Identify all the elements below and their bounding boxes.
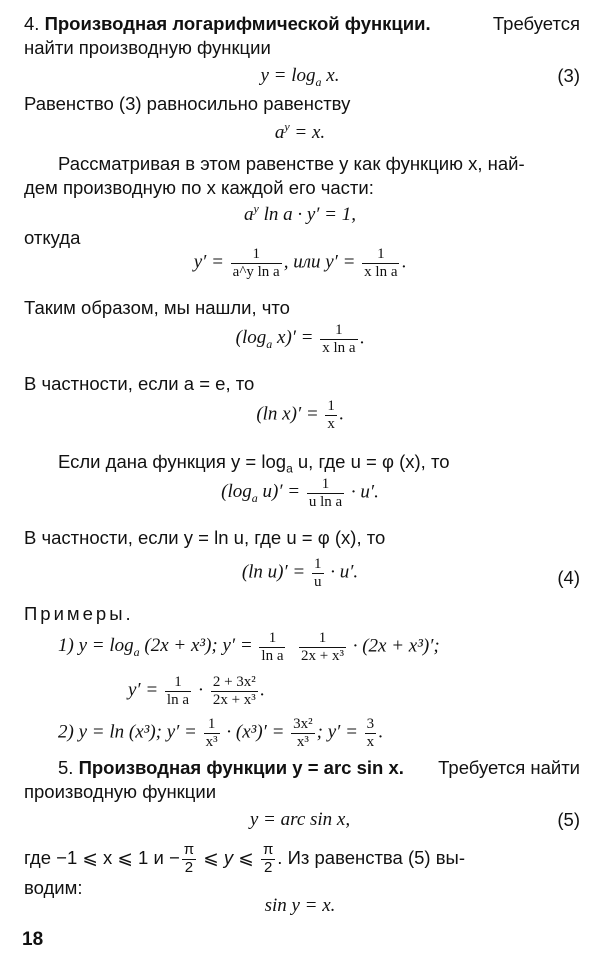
paragraph-thus: Таким образом, мы нашли, что [24, 297, 290, 318]
paragraph-particular-2: В частности, если y = ln u, где u = φ (x), то [24, 527, 386, 548]
paragraph-equivalent: Равенство (3) равносильно равенству [24, 93, 351, 114]
equation-log-u-prime: ($\log_a$ u)′ = $\frac{1}{\text{u ln a}}$ · u′. [221, 476, 379, 510]
section-4-heading: 4. Производная логарифмической функции. Требуется [24, 13, 580, 34]
fraction: $\frac{\pi}{2}$ [262, 841, 274, 876]
fraction: $\frac{\text{3x²}}{\text{x³}}$ [293, 716, 313, 750]
paragraph-whence: откуда [24, 227, 81, 248]
paragraph-derive: водим: [24, 877, 83, 898]
equation-log-prime: ($\log_a$ x)′ = $\frac{1}{\text{x ln a}}$ . [235, 322, 365, 356]
fraction: $\frac{\text{2 + 3x²}}{\text{2x + x³}}$ [212, 674, 256, 708]
fraction: $\frac{1}{\text{ln a}}$ [261, 630, 284, 664]
equation-a-power-y: $a^y = x$. [274, 120, 326, 144]
paragraph-consider-1: Рассматривая в этом равенстве y как функцию x, най- [58, 153, 525, 174]
paragraph-where: где −1 ⩽ x ⩽ 1 и − $\frac{\pi}{2}$ ⩽ y ⩽ $\frac{\pi}{2}$ . Из равенства (5) вы- [24, 841, 466, 876]
equation-5: y = arc sin x, [249, 809, 351, 830]
fraction: $\frac{1}{x}$ [327, 398, 335, 432]
section-5-heading: 5. Производная функции y = arc sin x. Требуется найти [58, 757, 580, 778]
fraction: $\frac{1}{\text{u ln a}}$ [308, 476, 343, 510]
fraction: $\frac{1}{\text{ln a}}$ [166, 674, 189, 708]
examples-heading: Примеры. [24, 603, 134, 624]
fraction: $\frac{1}{u}$ [314, 556, 322, 590]
equation-3: $y = \log_a x$. [260, 65, 340, 89]
equation-y-prime: y′ = $\frac{1}{\text{a\textasciicircum{}y ln a}}$ , или y′ = $\frac{1}{\text{x ln a}}$ . [193, 246, 407, 280]
fraction: $\frac{1}{\text{x ln a}}$ [322, 322, 356, 356]
equation-5-number: (5) [557, 809, 580, 830]
example-1-line-2: y′ = $\frac{1}{\text{ln a}}$ · $\frac{\text{2 + 3x²}}{\text{2x + x³}}$ . [128, 674, 265, 708]
fraction: $\frac{1}{\text{2x + x³}}$ [300, 630, 344, 664]
paragraph-consider-2: дем производную по x каждой его части: [24, 177, 374, 198]
fraction: $\frac{3}{x}$ [366, 716, 375, 750]
fraction: $\frac{1}{\text{x ln a}}$ [364, 246, 398, 280]
equation-3-number: (3) [557, 65, 580, 86]
example-2: 2) y = ln (x³); y′ = $\frac{1}{\text{x³}}$ · (x³)′ = $\frac{\text{3x²}}{\text{x³}}$ ; y′ = $\frac{3}{x}$ . [58, 716, 383, 750]
equation-sin: sin y = x. [264, 895, 336, 916]
page-number: 18 [22, 929, 44, 950]
example-1-line-1: 1) $y = \log_a (2x + x^3)$; y′ = $\frac{1}{\text{ln a}}$ $\frac{1}{\text{2x + x³}}$ · (2x + x³)′; [58, 630, 440, 664]
section-5-line-2: производную функции [24, 781, 217, 802]
fraction: $\frac{1}{\text{x³}}$ [205, 716, 218, 750]
section-4-line-2: найти производную функции [24, 37, 271, 58]
fraction: $\frac{1}{\text{a\textasciicircum{}y ln a}}$ [232, 246, 280, 280]
equation-ln-prime: (ln x)′ = $\frac{1}{x}$ . [256, 398, 344, 432]
section-5-title: Производная функции y = arc sin x. [78, 757, 404, 778]
equation-derivative: $a^y$ ln a · y′ = 1, [243, 202, 357, 226]
equation-4-number: (4) [557, 567, 580, 588]
equation-4: (ln u)′ = $\frac{1}{u}$ · u′. [241, 556, 359, 590]
fraction: $\frac{\pi}{2}$ [183, 841, 195, 876]
section-4-title: Производная логарифмической функции. [44, 13, 431, 34]
paragraph-particular: В частности, если a = e, то [24, 373, 255, 394]
paragraph-if-given: Если дана функция $y = \log_a u$, где u = φ (x), то [58, 451, 450, 476]
